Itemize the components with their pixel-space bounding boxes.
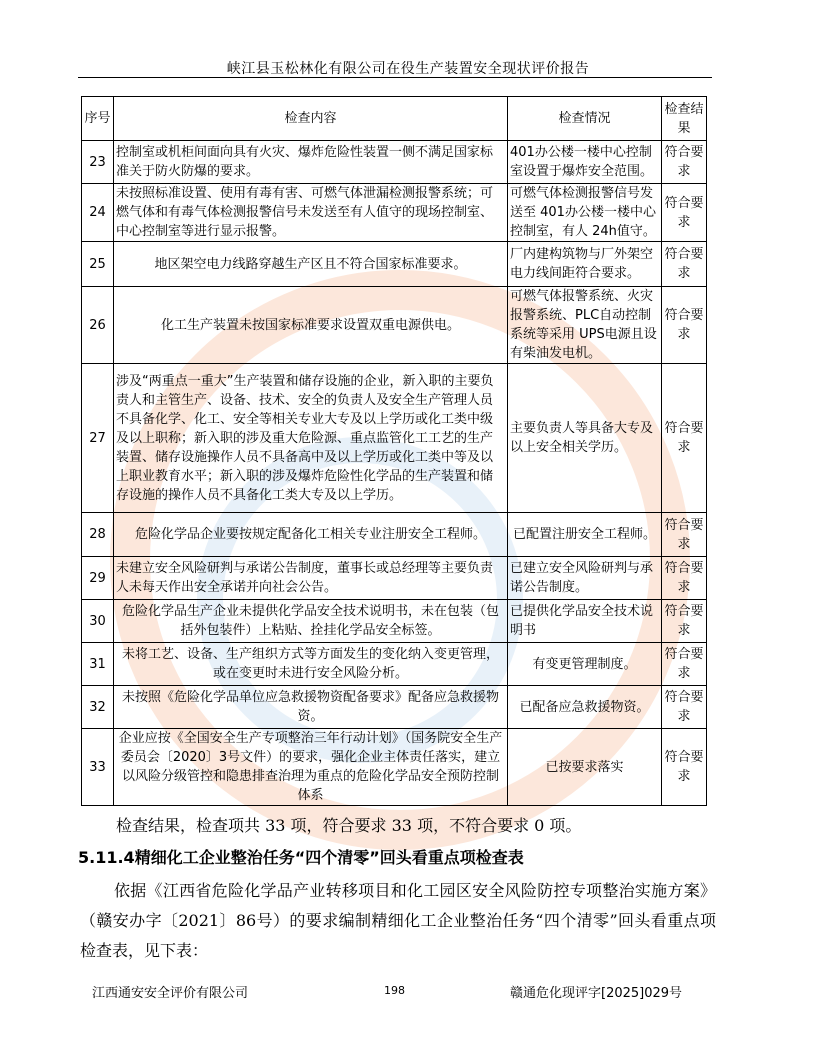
table-row [82,729,707,806]
table-row [82,643,707,686]
row-no: 31 [82,643,114,686]
table-header-row [82,97,707,141]
row-no: 30 [82,600,114,643]
inspection-table [81,96,707,806]
row-result: 符合要求 [662,513,707,557]
table-row [82,242,707,287]
row-result: 符合要求 [662,184,707,242]
row-result: 符合要求 [662,600,707,643]
row-content: 未建立安全风险研判与承诺公告制度，董事长或总经理等主要负责人未每天作出安全承诺并向社会公告。 [114,557,508,600]
footer-report-code: 赣通危化现评字[2025]029号 [510,986,683,1001]
check-summary: 检查结果，检查项共 33 项，符合要求 33 项，不符合要求 0 项。 [116,816,582,835]
row-content: 未按照标准设置、使用有毒有害、可燃气体泄漏检测报警系统；可燃气体和有毒气体检测报警信号未发送至有人值守的现场控制室、中心控制室等进行显示报警。 [114,184,508,242]
row-content: 涉及“两重点一重大”生产装置和储存设施的企业，新入职的主要负责人和主管生产、设备、技术、安全的负责人及安全生产管理人员不具备化学、化工、安全等相关专业大专及以上学历或化工类中级及以上职称；新入职的涉及重大危险源、重点监管化工工艺的生产装置、储存设施操作人员不具备高中及以上学历或化工类中等及以上职业教育水平；新入职的涉及爆炸危险性化学品的生产装置和储存设施的操作人员不具备化工类大专及以上学历。 [114,364,508,513]
table-row [82,686,707,729]
table-row [82,287,707,364]
table-row [82,141,707,184]
table-row [82,600,707,643]
row-no: 25 [82,242,114,287]
row-no: 24 [82,184,114,242]
row-content: 控制室或机柜间面向具有火灾、爆炸危险性装置一侧不满足国家标准关于防火防爆的要求。 [114,141,508,184]
row-situation: 已配置注册安全工程师。 [508,513,662,557]
row-situation: 401办公楼一楼中心控制室设置于爆炸安全范围。 [508,141,662,184]
row-content: 地区架空电力线路穿越生产区且不符合国家标准要求。 [114,242,508,287]
row-no: 26 [82,287,114,364]
row-situation: 可燃气体报警系统、火灾报警系统、PLC自动控制系统等采用 UPS电源且设有柴油发电机。 [508,287,662,364]
row-situation: 可燃气体检测报警信号发送至 401办公楼一楼中心控制室，有人 24h值守。 [508,184,662,242]
row-result: 符合要求 [662,364,707,513]
row-no: 33 [82,729,114,806]
row-situation: 已配备应急救援物资。 [508,686,662,729]
row-content: 未按照《危险化学品单位应急救援物资配备要求》配备应急救援物资。 [114,686,508,729]
table-row [82,513,707,557]
row-content: 化工生产装置未按国家标准要求设置双重电源供电。 [114,287,508,364]
row-situation: 厂内建构筑物与厂外架空电力线间距符合要求。 [508,242,662,287]
row-no: 23 [82,141,114,184]
section-heading: 5.11.4精细化工企业整治任务“四个清零”回头看重点项检查表 [78,848,524,867]
col-header-situation: 检查情况 [508,97,662,141]
table-row [82,364,707,513]
row-situation: 主要负责人等具备大专及以上安全相关学历。 [508,364,662,513]
row-situation: 已建立安全风险研判与承诺公告制度。 [508,557,662,600]
row-situation: 已提供化学品安全技术说明书 [508,600,662,643]
row-result: 符合要求 [662,686,707,729]
row-result: 符合要求 [662,287,707,364]
col-header-no: 序号 [82,97,114,141]
row-no: 29 [82,557,114,600]
row-content: 未将工艺、设备、生产组织方式等方面发生的变化纳入变更管理，或在变更时未进行安全风险分析。 [114,643,508,686]
row-no: 27 [82,364,114,513]
row-result: 符合要求 [662,729,707,806]
page-header-title: 峡江县玉松林化有限公司在役生产装置安全现状评价报告 [226,61,590,77]
row-no: 32 [82,686,114,729]
row-content: 企业应按《全国安全生产专项整治三年行动计划》（国务院安全生产委员会〔2020〕3号文件）的要求，强化企业主体责任落实，建立以风险分级管控和隐患排查治理为重点的危险化学品安全预防控制体系 [114,729,508,806]
row-result: 符合要求 [662,557,707,600]
table-row [82,557,707,600]
body-paragraph: 依据《江西省危险化学品产业转移项目和化工园区安全风险防控专项整治实施方案》（赣安办字〔2021〕86号）的要求编制精细化工企业整治任务“四个清零”回头看重点项检查表，见下表： [80,881,716,960]
footer-page-number: 198 [384,984,405,997]
header-rule [78,77,712,78]
col-header-content: 检查内容 [114,97,508,141]
row-situation: 已按要求落实 [508,729,662,806]
row-situation: 有变更管理制度。 [508,643,662,686]
col-header-result: 检查结果 [662,97,707,141]
row-content: 危险化学品生产企业未提供化学品安全技术说明书，未在包装（包括外包装件）上粘贴、拴挂化学品安全标签。 [114,600,508,643]
row-result: 符合要求 [662,141,707,184]
table-row [82,184,707,242]
row-result: 符合要求 [662,242,707,287]
row-result: 符合要求 [662,643,707,686]
footer-company: 江西通安安全评价有限公司 [92,986,249,1001]
row-content: 危险化学品企业要按规定配备化工相关专业注册安全工程师。 [114,513,508,557]
row-no: 28 [82,513,114,557]
